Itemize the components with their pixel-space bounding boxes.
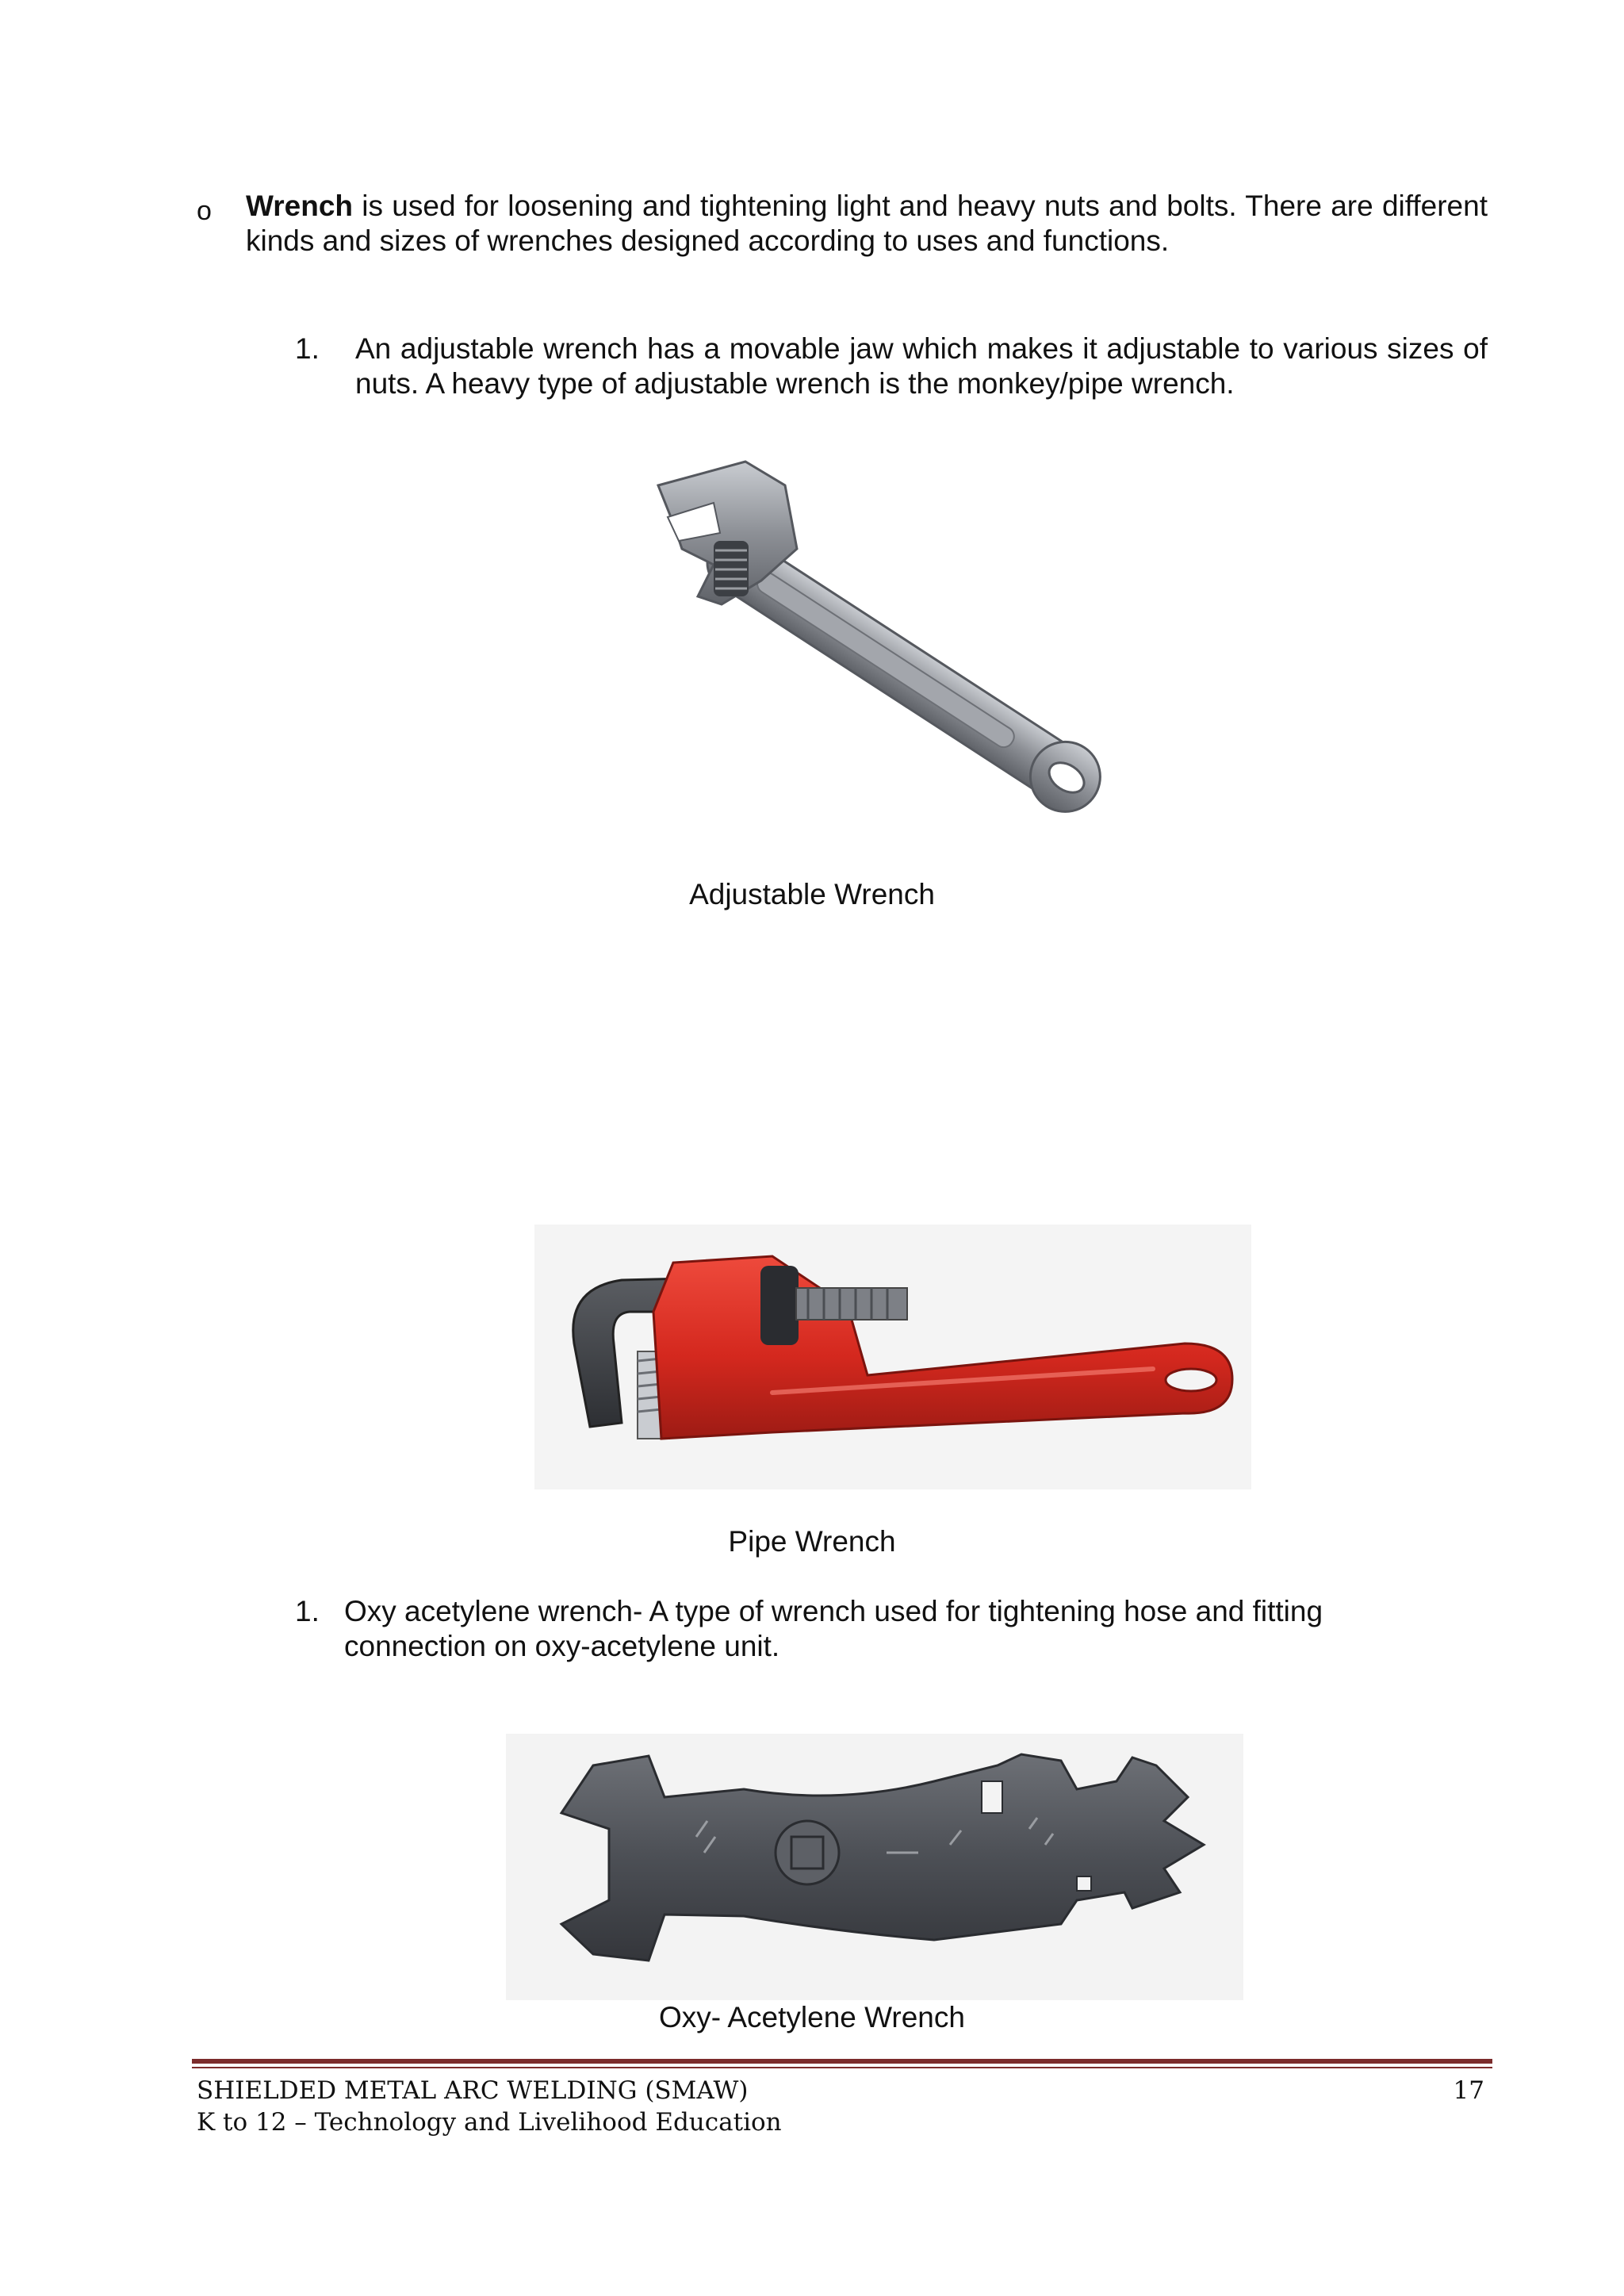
wrench-definition-paragraph bbox=[246, 189, 1488, 259]
page-number: 17 bbox=[1453, 2076, 1484, 2105]
caption-adjustable-wrench: Adjustable Wrench bbox=[689, 878, 935, 910]
footer-title: SHIELDED METAL ARC WELDING (SMAW) bbox=[197, 2076, 749, 2105]
adjustable-wrench-image bbox=[626, 454, 1158, 818]
item-number-oxy: 1. bbox=[295, 1595, 320, 1627]
footer-rule-thick bbox=[192, 2059, 1492, 2064]
oxy-wrench-paragraph: Oxy acetylene wrench- A type of wrench used for tightening hose and fitting connection on oxy-acetylene unit. bbox=[344, 1595, 1323, 1662]
wrench-term: Wrench bbox=[246, 190, 354, 222]
item-number-adjustable: 1. bbox=[295, 332, 320, 365]
oxy-acetylene-wrench-image bbox=[506, 1734, 1243, 2000]
caption-pipe-wrench: Pipe Wrench bbox=[728, 1525, 896, 1558]
adjustable-wrench-paragraph: An adjustable wrench has a movable jaw which makes it adjustable to various sizes of nuts. A heavy type of adjustable wrench is the monkey/pipe wrench. bbox=[355, 332, 1488, 400]
pipe-wrench-image bbox=[534, 1225, 1251, 1489]
wrench-definition-text: is used for loosening and tightening light and heavy nuts and bolts. There are different kinds and sizes of wrenches designed according to uses and functions. bbox=[246, 190, 1488, 257]
caption-oxy-acetylene-wrench: Oxy- Acetylene Wrench bbox=[659, 2001, 965, 2033]
bullet-marker: o bbox=[197, 196, 212, 226]
footer-rule-thin bbox=[192, 2067, 1492, 2068]
footer-subtitle: K to 12 – Technology and Livelihood Education bbox=[197, 2108, 782, 2137]
